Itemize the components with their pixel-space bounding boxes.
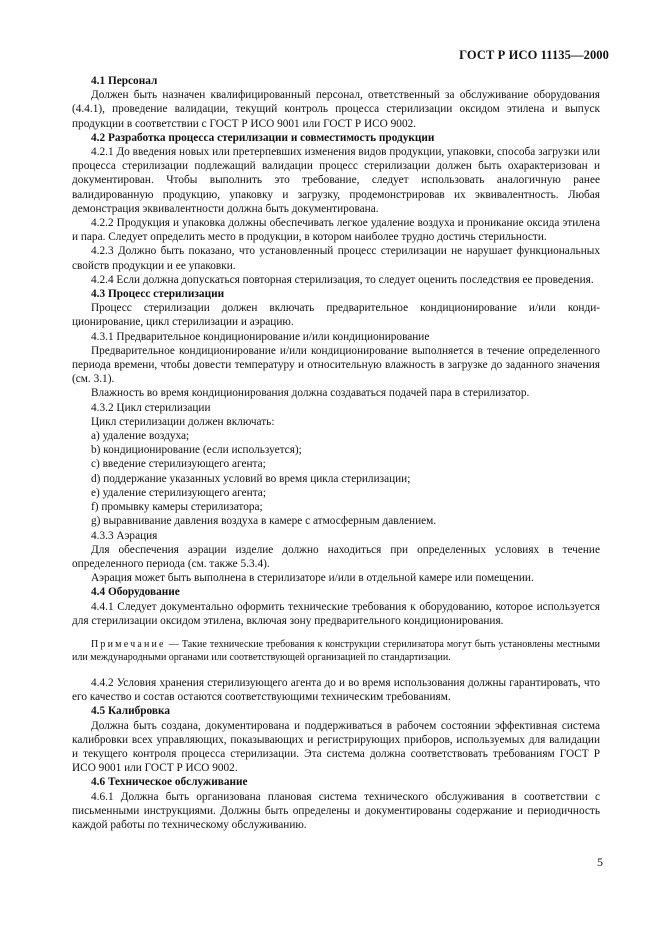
subsection-title: 4.3.1 Предварительное кондиционирование и/или кондиционирование xyxy=(91,330,430,343)
paragraph: 4.2.3 Должно быть показано, что установленный процесс стерилизации не нарушает функциональных свойств продукции и ее упаковки. xyxy=(72,245,600,272)
paragraph: Должна быть создана, документирована и поддерживаться в рабочем состоянии эффективная система калибровки всех управляющих, показывающих и регистрирующих приборов, используемых для валидации и текущего контроля процесса стерилизации. Эта система должна соответствовать требованиям ГОСТ Р ИСО 9001 или ГОСТ Р ИСО 9002. xyxy=(72,719,600,775)
paragraph: 4.4.2 Условия хранения стерилизующего агента до и во время использования должны гарантировать, что его качество и состав остаются соответствующими техническим требованиям. xyxy=(72,676,600,704)
paragraph: Процесс стерилизации должен включать предварительное кондиционирование и/или кондиционирование, цикл стерилизации и аэрацию. xyxy=(72,302,600,329)
section-heading-4-2: 4.2 Разработка процесса стерилизации и совместимость продукции xyxy=(91,131,435,144)
paragraph: 4.4.1 Следует документально оформить технические требования к оборудованию, которое используется для стерилизации оксидом этилена, включая зону предварительного кондиционирования. xyxy=(72,600,600,627)
paragraph: 4.2.1 До введения новых или претерпевших изменения видов продукции, упаковки, способа загрузки или процесса стерилизации подлежащий валидации процесс стерилизации должен быть охарактеризован и документирован. Чтобы выполнить это требование, следует использовать аналогичную ранее валидированную продукцию, упаковку и загрузку, продемонстрировав их эквивалентность. Любая демонстрация эквивалентности должна быть документирована. xyxy=(72,146,600,215)
paragraph: Цикл стерилизации должен включать: xyxy=(91,415,275,428)
section-heading-4-3: 4.3 Процесс стерилизации xyxy=(91,288,225,301)
section-heading-4-4: 4.4 Оборудование xyxy=(91,586,180,599)
paragraph: 4.2.2 Продукция и упаковка должны обеспечивать легкое удаление воздуха и проникание оксида этилена и пара. Следует определить место в продукции, в котором наиболее трудно достичь стерильности. xyxy=(72,217,600,244)
page-number: 5 xyxy=(597,855,603,869)
paragraph: Должен быть назначен квалифицированный персонал, ответственный за обслуживание оборудования (4.4.1), проведение валидации, текущий контроль процесса стерилизации оксидом этилена и выпуск продукции в соответствии с ГОСТ Р ИСО 9001 или ГОСТ Р ИСО 9002. xyxy=(72,89,600,130)
paragraph: Влажность во время кондиционирования должна создаваться подачей пара в стерилизатор. xyxy=(91,387,530,400)
list-item: g) выравнивание давления воздуха в камере с атмосферным давлением. xyxy=(91,515,437,528)
subsection-title: 4.3.3 Аэрация xyxy=(91,529,158,542)
paragraph: Предварительное кондиционирование и/или кондиционирование выполняется в течение определенного периода времени, чтобы довести температуру и относительную влажность в загрузке до заданного значения (см. 3.1). xyxy=(72,344,600,386)
note xyxy=(72,638,600,664)
paragraph: Аэрация может быть выполнена в стерилизаторе и/или в отдельной камере или помещении. xyxy=(91,572,534,585)
paragraph: 4.2.4 Если должна допускаться повторная стерилизация, то следует оценить последствия ее проведения. xyxy=(91,273,594,286)
list-item: f) промывку камеры стерилизатора; xyxy=(91,501,263,514)
list-item: a) удаление воздуха; xyxy=(91,430,190,443)
list-item: e) удаление стерилизующего агента; xyxy=(91,486,266,499)
note-label: Примечание xyxy=(91,638,166,650)
paragraph: 4.6.1 Должна быть организована плановая система технического обслуживания в соответствии с письменными инструкциями. Должны быть определены и документированы содержание и периодичность каждой работы по техническому обслуживанию. xyxy=(72,790,600,831)
section-heading-4-5: 4.5 Калибровка xyxy=(91,705,170,718)
subsection-title: 4.3.2 Цикл стерилизации xyxy=(91,401,211,414)
section-heading-4-6: 4.6 Техническое обслуживание xyxy=(91,776,248,789)
standard-code-header: ГОСТ Р ИСО 11135—2000 xyxy=(459,48,609,62)
document-body xyxy=(72,74,600,832)
note-text: — Такие технические требования к конструкции стерилизатора могут быть установлены местными или международными органами или соответствующей организацией по стандартизации. xyxy=(72,638,601,663)
section-heading-4-1: 4.1 Персонал xyxy=(91,75,158,87)
list-item: b) кондиционирование (если используется); xyxy=(91,444,302,457)
paragraph: Для обеспечения аэрации изделие должно находиться при определенных условиях в течение определенного периода (см. также 5.3.4). xyxy=(72,543,600,570)
list-item: d) поддержание указанных условий во время цикла стерилизации; xyxy=(91,472,411,485)
list-item: c) введение стерилизующего агента; xyxy=(91,458,266,471)
